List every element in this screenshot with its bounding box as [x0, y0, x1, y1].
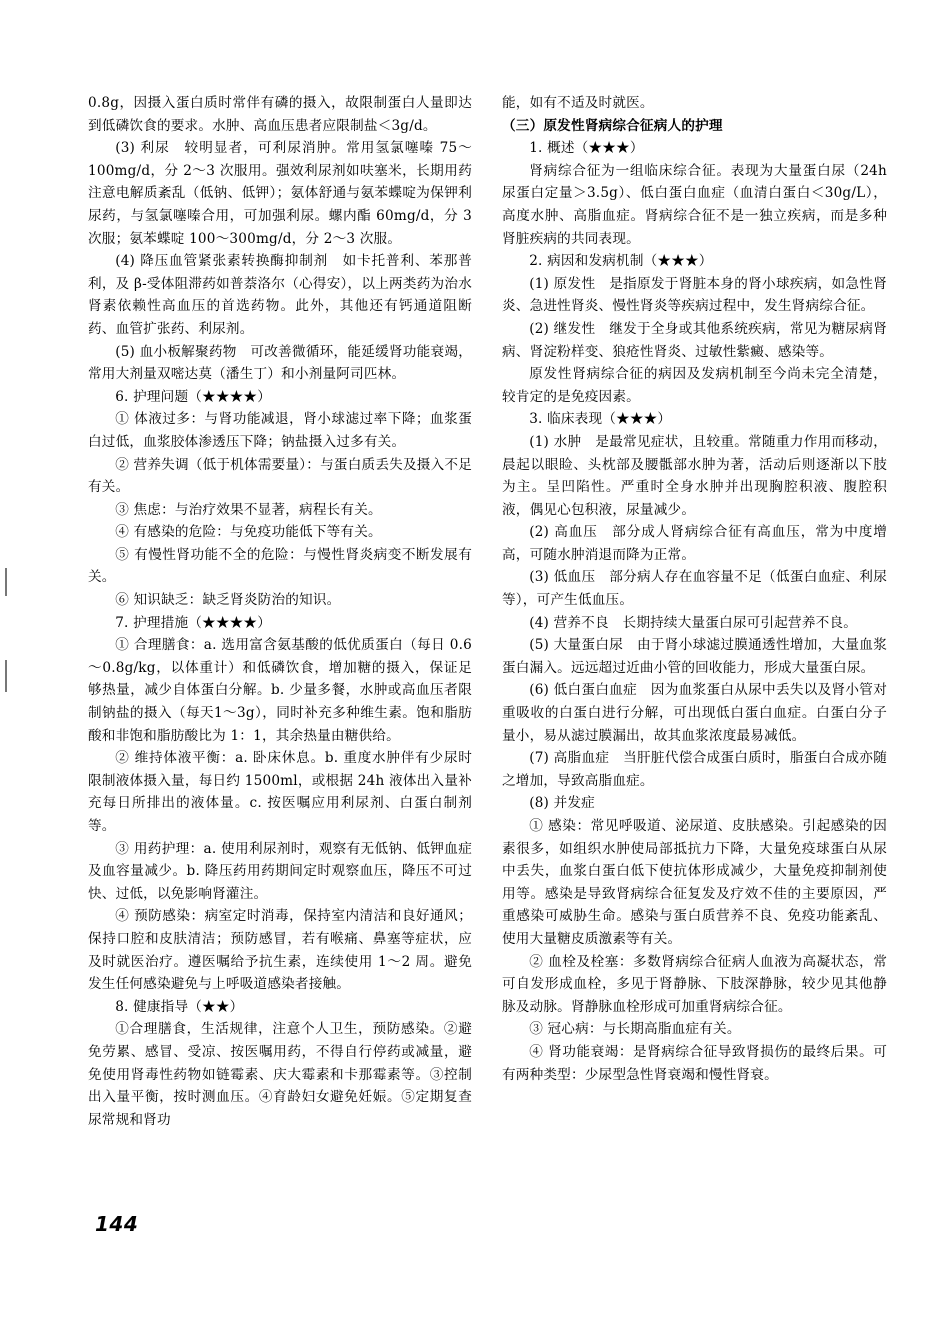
- paragraph: 肾病综合征为一组临床综合征。表现为大量蛋白尿（24h 尿蛋白定量＞3.5g）、低白蛋白血症（血清白蛋白＜30g/L），高度水肿、高脂血症。肾病综合征不是一独立疾病，而是多种肾脏疾病的共同表现。: [502, 162, 887, 247]
- section-heading: 1. 概述（★★★）: [529, 140, 644, 157]
- paragraph: ④ 有感染的危险：与免疫功能低下等有关。: [115, 524, 382, 541]
- paragraph: 原发性肾病综合征的病因及发病机制至今尚未完全清楚，较肯定的是免疫因素。: [502, 366, 887, 405]
- section-heading: （三）原发性肾病综合征病人的护理: [502, 117, 723, 134]
- paragraph: (7) 高脂血症 当肝脏代偿合成蛋白质时，脂蛋白合成亦随之增加，导致高脂血症。: [502, 750, 887, 789]
- paragraph: 能，如有不适及时就医。: [502, 95, 654, 111]
- paragraph: (4) 营养不良 长期持续大量蛋白尿可引起营养不良。: [529, 614, 858, 631]
- right-column: [502, 92, 887, 1086]
- paragraph: (1) 原发性 是指原发于肾脏本身的肾小球疾病，如急性肾炎、急进性肾炎、慢性肾炎等疾病过程中，发生肾病综合征。: [502, 275, 887, 315]
- margin-line: [5, 568, 7, 596]
- paragraph: (1) 水肿 是最常见症状，且较重。常随重力作用而移动，晨起以眼睑、头枕部及腰骶部水肿为著，活动后则逐渐以下肢为主。呈凹陷性。严重时全身水肿并出现胸腔积液、腹腔积液，偶见心包积液，尿量减少。: [502, 433, 887, 518]
- paragraph: ①合理膳食，生活规律，注意个人卫生，预防感染。②避免劳累、感冒、受凉、按医嘱用药，不得自行停药或减量，避免使用肾毒性药物如链霉素、庆大霉素和卡那霉素等。③控制出入量平衡，按时测血压。④育龄妇女避免妊娠。⑤定期复查尿常规和肾功: [88, 1021, 472, 1128]
- paragraph: (3) 低血压 部分病人存在血容量不足（低蛋白血症、利尿等），可产生低血压。: [502, 569, 887, 609]
- paragraph: ① 体液过多：与肾功能减退，肾小球滤过率下降；血浆蛋白过低，血浆胶体渗透压下降；钠盐摄入过多有关。: [88, 411, 472, 450]
- section-heading: 2. 病因和发病机制（★★★）: [529, 253, 713, 270]
- paragraph: 0.8g，因摄入蛋白质时常伴有磷的摄入，故限制蛋白人量即达到低磷饮食的要求。水肿、高血压患者应限制盐＜3g/d。: [88, 95, 472, 134]
- section-heading: 7. 护理措施（★★★★）: [115, 614, 272, 631]
- paragraph: ④ 肾功能衰竭：是肾病综合征导致肾损伤的最终后果。可有两种类型：少尿型急性肾衰竭和慢性肾衰。: [502, 1043, 887, 1083]
- paragraph: ① 合理膳食：a. 选用富含氨基酸的低优质蛋白（每日 0.6～0.8g/kg，以体重计）和低磷饮食，增加糖的摄入，保证足够热量，减少自体蛋白分解。b. 少量多餐，水肿或高血压者限制钠盐的摄入（每天1～3g），同时补充多种维生素。饱和脂肪酸和非饱和脂肪酸比为 1：1，其余热量由糖供给。: [88, 637, 472, 744]
- paragraph: (6) 低白蛋白血症 因为血浆蛋白从尿中丢失以及肾小管对重吸收的白蛋白进行分解，可出现低白蛋白血症。白蛋白分子量小，易从滤过膜漏出，故其血浆浓度最易减低。: [502, 682, 887, 744]
- margin-line: [5, 660, 7, 692]
- paragraph: (3) 利尿 较明显者，可利尿消肿。常用氢氯噻嗪 75～100mg/d，分 2～3 次服用。强效利尿剂如呋塞米，长期用药注意电解质紊乱（低钠、低钾）；氨体舒通与氨苯蝶啶为保钾利尿药，与氢氯噻嗪合用，可加强利尿。螺内酯 60mg/d，分 3 次服；氨苯蝶啶 100～300mg/d，分 2～3 次服。: [88, 140, 472, 247]
- paragraph: ③ 冠心病：与长期高脂血症有关。: [529, 1021, 741, 1038]
- paragraph: (2) 继发性 继发于全身或其他系统疾病，常见为糖尿病肾病、肾淀粉样变、狼疮性肾炎、过敏性紫癜、感染等。: [502, 320, 887, 360]
- paragraph: ③ 焦虑：与治疗效果不显著，病程长有关。: [115, 501, 382, 518]
- paragraph: (4) 降压血管紧张素转换酶抑制剂 如卡托普利、苯那普利，及 β-受体阻滞药如普萘洛尔（心得安），以上两类药为治水肾素依赖性高血压的首选药物。此外，其他还有钙通道阻断药、血管扩张药、利尿剂。: [88, 253, 472, 337]
- paragraph: ⑥ 知识缺乏：缺乏肾炎防治的知识。: [115, 592, 341, 609]
- paragraph: ⑤ 有慢性肾功能不全的危险：与慢性肾炎病变不断发展有关。: [88, 546, 472, 586]
- section-heading: 6. 护理问题（★★★★）: [115, 388, 272, 405]
- left-column: [88, 92, 472, 1131]
- paragraph: (5) 大量蛋白尿 由于肾小球滤过膜通透性增加，大量血浆蛋白漏入。远远超过近曲小管的回收能力，形成大量蛋白尿。: [502, 637, 887, 676]
- page-number: 144: [95, 1212, 139, 1236]
- paragraph: ① 感染：常见呼吸道、泌尿道、皮肤感染。引起感染的因素很多，如组织水肿使局部抵抗力下降，大量免疫球蛋白从尿中丢失，血浆白蛋白低下使抗体形成减少，大量免疫抑制剂使用等。感染是导致肾病综合征复发及疗效不佳的主要原因，严重感染可威胁生命。感染与蛋白质营养不良、免疫功能紊乱、使用大量糖皮质激素等有关。: [502, 818, 887, 947]
- paragraph: (2) 高血压 部分成人肾病综合征有高血压，常为中度增高，可随水肿消退而降为正常。: [502, 524, 887, 563]
- section-heading: 3. 临床表现（★★★）: [529, 411, 672, 428]
- paragraph: ② 营养失调（低于机体需要量）：与蛋白质丢失及摄入不足有关。: [88, 456, 472, 496]
- paragraph: ② 血栓及栓塞：多数肾病综合征病人血液为高凝状态，常可自发形成血栓，多见于肾静脉、下肢深静脉，较少见其他静脉及动脉。肾静脉血栓形成可加重肾病综合征。: [502, 953, 887, 1015]
- paragraph: ② 维持体液平衡：a. 卧床休息。b. 重度水肿伴有少尿时限制液体摄入量，每日约 1500ml，或根据 24h 液体出入量补充每日所排出的液体量。c. 按医嘱应用利尿剂、白蛋白制剂等。: [88, 750, 472, 834]
- paragraph: ③ 用药护理：a. 使用利尿剂时，观察有无低钠、低钾血症及血容量减少。b. 降压药用药期间定时观察血压，降压不可过快、过低，以免影响肾灌注。: [88, 840, 472, 902]
- paragraph: (5) 血小板解聚药物 可改善微循环，能延缓肾功能衰竭，常用大剂量双嘧达莫（潘生丁）和小剂量阿司匹林。: [88, 343, 472, 383]
- paragraph: (8) 并发症: [529, 795, 595, 812]
- paragraph: ④ 预防感染：病室定时消毒，保持室内清洁和良好通风；保持口腔和皮肤清洁；预防感冒，若有喉痛、鼻塞等症状，应及时就医治疗。遵医嘱给予抗生素，连续使用 1～2 周。避免发生任何感染避免与上呼吸道感染者接触。: [88, 908, 472, 993]
- section-heading: 8. 健康指导（★★）: [115, 998, 244, 1015]
